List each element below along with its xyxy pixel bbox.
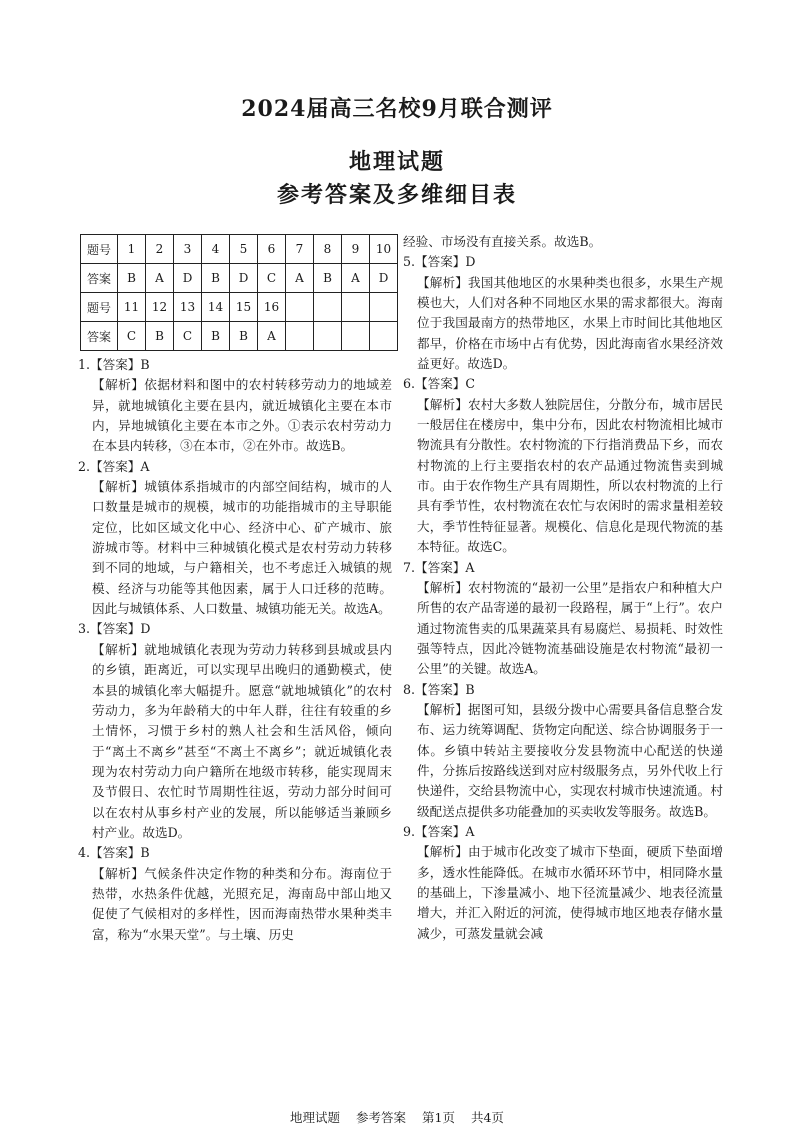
answer-table-cell: A	[146, 264, 174, 293]
answer-table-cell	[342, 322, 370, 351]
page-footer	[0, 1108, 794, 1126]
answer-table-cell: 7	[286, 235, 314, 264]
answer-table-cell	[370, 293, 398, 322]
footer-doc: 参考答案	[356, 1110, 407, 1125]
answer-table-row	[81, 322, 398, 351]
answer-table-cell: B	[230, 322, 258, 351]
answer-table-cell: 8	[314, 235, 342, 264]
answer-table	[80, 234, 398, 351]
analysis-paragraph: 【解析】气候条件决定作物的种类和分布。海南位于热带，水热条件优越，光照充足，海南岛中部山地又促使了气候相对的多样性，因而海南热带水果种类丰富，称为“水果天堂”。与土壤、历史	[92, 865, 392, 942]
answer-table-cell: B	[146, 322, 174, 351]
answer-table-row	[81, 264, 398, 293]
answer-table-cell: 14	[202, 293, 230, 322]
answer-table-header-cell: 题号	[81, 293, 118, 322]
analysis-paragraph: 【解析】由于城市化改变了城市下垫面，硬质下垫面增多，透水性能降低。在城市水循环环节中，相同降水量的基础上，下渗量减小、地下径流量减少、地表径流量增大，并汇入附近的河流，使得城市地区地表存储水量减少，可蒸发量就会减	[417, 844, 723, 941]
right-column	[403, 232, 723, 944]
answer-table-cell: D	[174, 264, 202, 293]
answer-table-row	[81, 293, 398, 322]
answer-table-cell: 5	[230, 235, 258, 264]
answer-table-row	[81, 235, 398, 264]
answer-table-cell: 11	[118, 293, 146, 322]
answer-heading: 7.【答案】A	[403, 559, 475, 575]
answer-table-cell: 13	[174, 293, 202, 322]
answer-heading: 1.【答案】B	[78, 357, 150, 372]
analysis-paragraph: 【解析】城镇体系指城市的内部空间结构，城市的人口数量是城市的规模，城市的功能指城市的主导职能定位，比如区域文化中心、经济中心、矿产城市、旅游城市等。材料中三种城镇化模式是农村劳动力转移到不同的地域，与户籍相关，也不考虑迁入城镇的规模、经济与功能等其他因素，属于人口迁移的范畴。因此与城镇体系、人口数量、城镇功能无关。故选A。	[92, 479, 392, 617]
answer-table-cell	[370, 322, 398, 351]
analysis-paragraph: 【解析】依据材料和图中的农村转移劳动力的地域差异，就地城镇化主要在县内，就近城镇化主要在本市内，异地城镇化主要在本市之外。①表示农村劳动力在本县内转移，③在本市，②在外市。故选B。	[92, 377, 392, 454]
analysis-paragraph: 【解析】我国其他地区的水果种类也很多，水果生产规模也大，人们对各种不同地区水果的需求都很大。海南位于我国最南方的热带地区，水果上市时间比其他地区都早，价格在市场中占有优势，因此海南省水果经济效益更好。故选D。	[417, 274, 723, 372]
footer-total: 共4页	[470, 1110, 504, 1125]
answer-table-header-cell: 答案	[81, 322, 118, 351]
answer-table-cell: 9	[342, 235, 370, 264]
answer-table-cell: A	[342, 264, 370, 293]
subject-title: 地理试题	[348, 149, 445, 175]
answer-table-cell: 2	[146, 235, 174, 264]
exam-title: 2024届高三名校9月联合测评	[241, 96, 553, 122]
document-title: 参考答案及多维细目表	[276, 182, 517, 208]
answer-table-cell: D	[230, 264, 258, 293]
analysis-paragraph: 【解析】农村物流的“最初一公里”是指农户和种植大户所售的农产品寄递的最初一段路程，属于“上行”。农户通过物流售卖的瓜果蔬菜具有易腐烂、易损耗、时效性强等特点，因此冷链物流基础设施是农村物流“最初一公里”的关键。故选A。	[417, 579, 723, 677]
continued-paragraph: 经验、市场没有直接关系。故选B。	[403, 234, 602, 249]
answer-table-cell	[286, 293, 314, 322]
answer-table-cell: 1	[118, 235, 146, 264]
left-column	[78, 355, 392, 945]
answer-table-cell: B	[202, 322, 230, 351]
answer-table-cell: C	[174, 322, 202, 351]
answer-heading: 4.【答案】B	[78, 845, 150, 861]
answer-table-cell: 16	[258, 293, 286, 322]
answer-heading: 3.【答案】D	[78, 621, 151, 637]
answer-table-cell: A	[258, 322, 286, 351]
answer-table-cell: C	[258, 264, 286, 293]
answer-table-cell: C	[118, 322, 146, 351]
answer-heading: 9.【答案】A	[403, 823, 475, 839]
answer-table-cell: 15	[230, 293, 258, 322]
answer-table-cell: B	[202, 264, 230, 293]
answer-table-cell: D	[370, 264, 398, 293]
answer-table-cell	[342, 293, 370, 322]
answer-table-header-cell: 答案	[81, 264, 118, 293]
analysis-paragraph: 【解析】就地城镇化表现为劳动力转移到县城或县内的乡镇，距离近，可以实现早出晚归的通勤模式，使本县的城镇化率大幅提升。愿意“就地城镇化”的农村劳动力，多为年龄稍大的中年人群，往往有较重的乡土情怀，习惯于乡村的熟人社会和生活风俗，倾向于“离土不离乡”甚至“不离土不离乡”；就近城镇化表现为农村劳动力向户籍所在地级市转移，能实现周末及节假日、农忙时节周期性往返，劳动力部分时间可以在农村从事乡村产业的发展，所以能够适当兼顾乡村产业。故选D。	[92, 641, 392, 840]
answer-heading: 5.【答案】D	[403, 254, 476, 270]
answer-table-cell: 3	[174, 235, 202, 264]
footer-subject: 地理试题	[290, 1110, 341, 1125]
answer-heading: 6.【答案】C	[403, 376, 476, 392]
answer-table-cell: B	[314, 264, 342, 293]
answer-table-cell: 12	[146, 293, 174, 322]
answer-heading: 8.【答案】B	[403, 681, 475, 697]
analysis-paragraph: 【解析】农村大多数人独院居住，分散分布，城市居民一般居住在楼房中，集中分布，因此农村物流相比城市物流具有分散性。农村物流的下行指消费品下乡，而农村物流的上行主要指农村的农产品通过物流售卖到城市。由于农作物生产具有周期性，所以农村物流的上行具有季节性，农村物流在农忙与农闲时的需求量相差较大，季节性特征显著。规模化、信息化是现代物流的基本特征。故选C。	[417, 396, 723, 555]
answer-heading: 2.【答案】A	[78, 458, 150, 474]
answer-table-cell: 10	[370, 235, 398, 264]
answer-table-cell	[286, 322, 314, 351]
answer-table-cell	[314, 322, 342, 351]
analysis-paragraph: 【解析】据图可知，县级分拨中心需要具备信息整合发布、运力统筹调配、货物定向配送、综合协调服务于一体。乡镇中转站主要接收分发县物流中心配送的快递件，分拣后按路线送到对应村级服务点，另外代收上行快递件，交给县物流中心，实现农村城市快速流通。村级配送点提供多功能叠加的买卖收发等服务。故选B。	[417, 701, 723, 819]
answer-table-cell	[314, 293, 342, 322]
answer-table-cell: 4	[202, 235, 230, 264]
footer-page: 第1页	[422, 1110, 455, 1125]
answer-table-cell: B	[118, 264, 146, 293]
answer-table-cell: A	[286, 264, 314, 293]
answer-table-cell: 6	[258, 235, 286, 264]
answer-table-header-cell: 题号	[81, 235, 118, 264]
